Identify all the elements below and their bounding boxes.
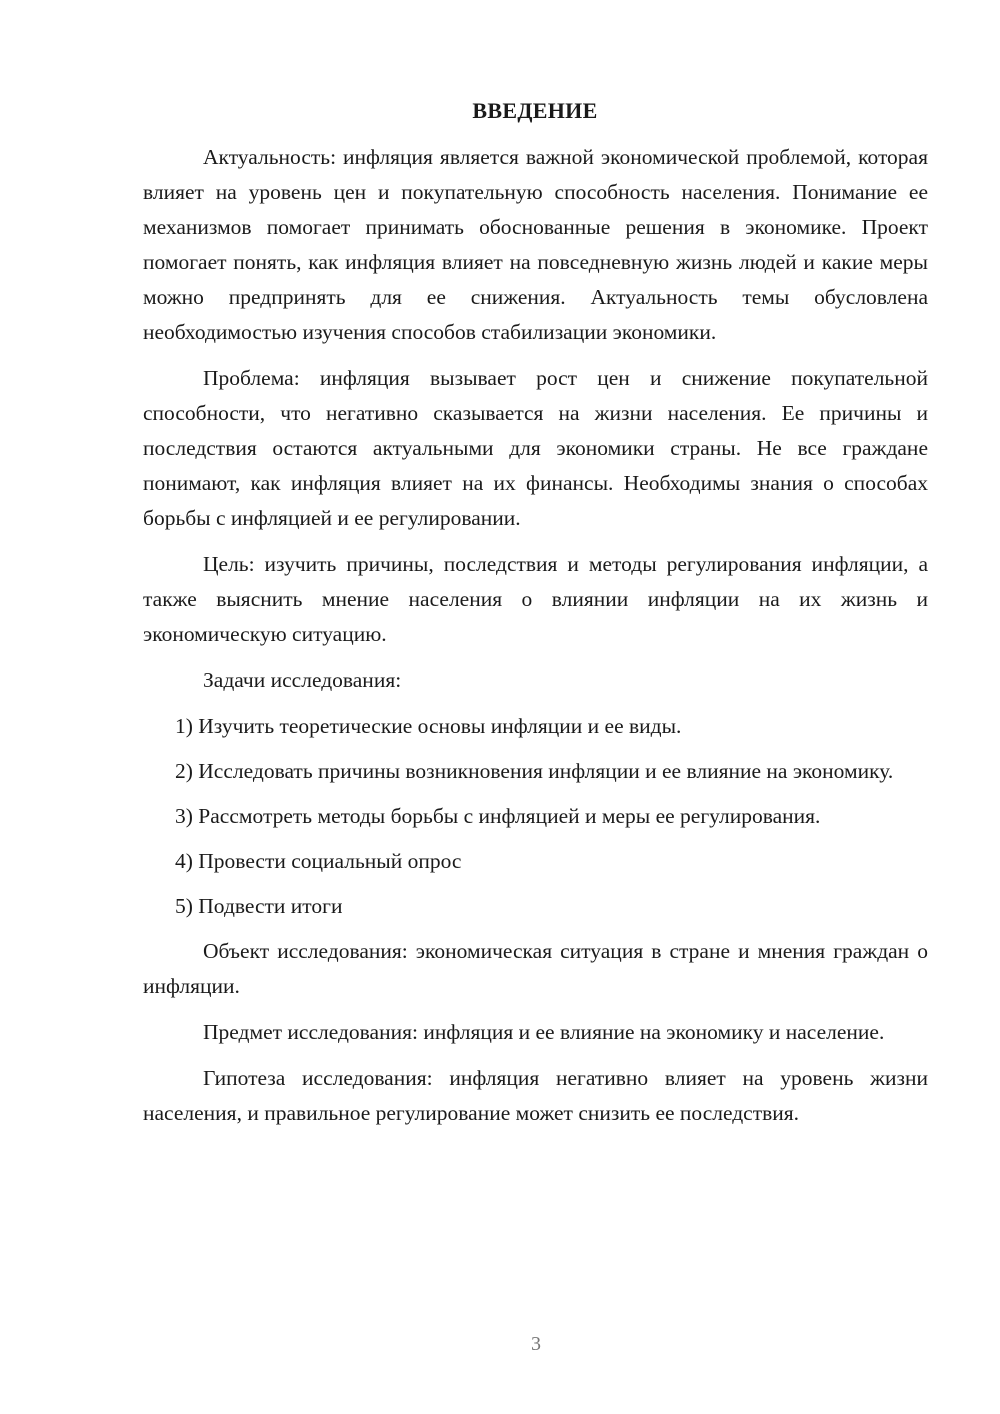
section-title: ВВЕДЕНИЕ xyxy=(472,98,598,123)
paragraph-tasks-heading: Задачи исследования: xyxy=(203,668,402,692)
task-item-5: 5) Подвести итоги xyxy=(175,894,343,918)
task-item-4: 4) Провести социальный опрос xyxy=(175,849,462,873)
paragraph-subject: Предмет исследования: инфляция и ее влияние на экономику и население. xyxy=(203,1020,885,1044)
paragraph-relevance: Актуальность: инфляция является важной экономической проблемой, которая влияет на уровень цен и покупательную способность населения. Понимание ее механизмов помогает принимать обоснованные решения в экономике. Проект помогает понять, как инфляция влияет на повседневную жизнь людей и какие меры можно предпринять для ее снижения. Актуальность темы обусловлена необходимостью изучения способов стабилизации экономики. xyxy=(143,145,928,344)
paragraph-goal: Цель: изучить причины, последствия и методы регулирования инфляции, а также выяснить мнение населения о влиянии инфляции на их жизнь и экономическую ситуацию. xyxy=(143,552,928,646)
paragraph-problem: Проблема: инфляция вызывает рост цен и снижение покупательной способности, что негативно сказывается на жизни населения. Ее причины и последствия остаются актуальными для экономики страны. Не все граждане понимают, как инфляция влияет на их финансы. Необходимы знания о способах борьбы с инфляцией и ее регулировании. xyxy=(143,366,928,530)
task-item-2: 2) Исследовать причины возникновения инфляции и ее влияние на экономику. xyxy=(175,759,894,783)
paragraph-hypothesis: Гипотеза исследования: инфляция негативно влияет на уровень жизни населения, и правильное регулирование может снизить ее последствия. xyxy=(143,1066,928,1125)
task-item-3: 3) Рассмотреть методы борьбы с инфляцией и меры ее регулирования. xyxy=(175,804,821,828)
document-body xyxy=(143,140,928,1142)
paragraph-object: Объект исследования: экономическая ситуация в стране и мнения граждан о инфляции. xyxy=(143,939,928,998)
task-item-1: 1) Изучить теоретические основы инфляции и ее виды. xyxy=(175,714,682,738)
page-number: 3 xyxy=(531,1333,541,1355)
